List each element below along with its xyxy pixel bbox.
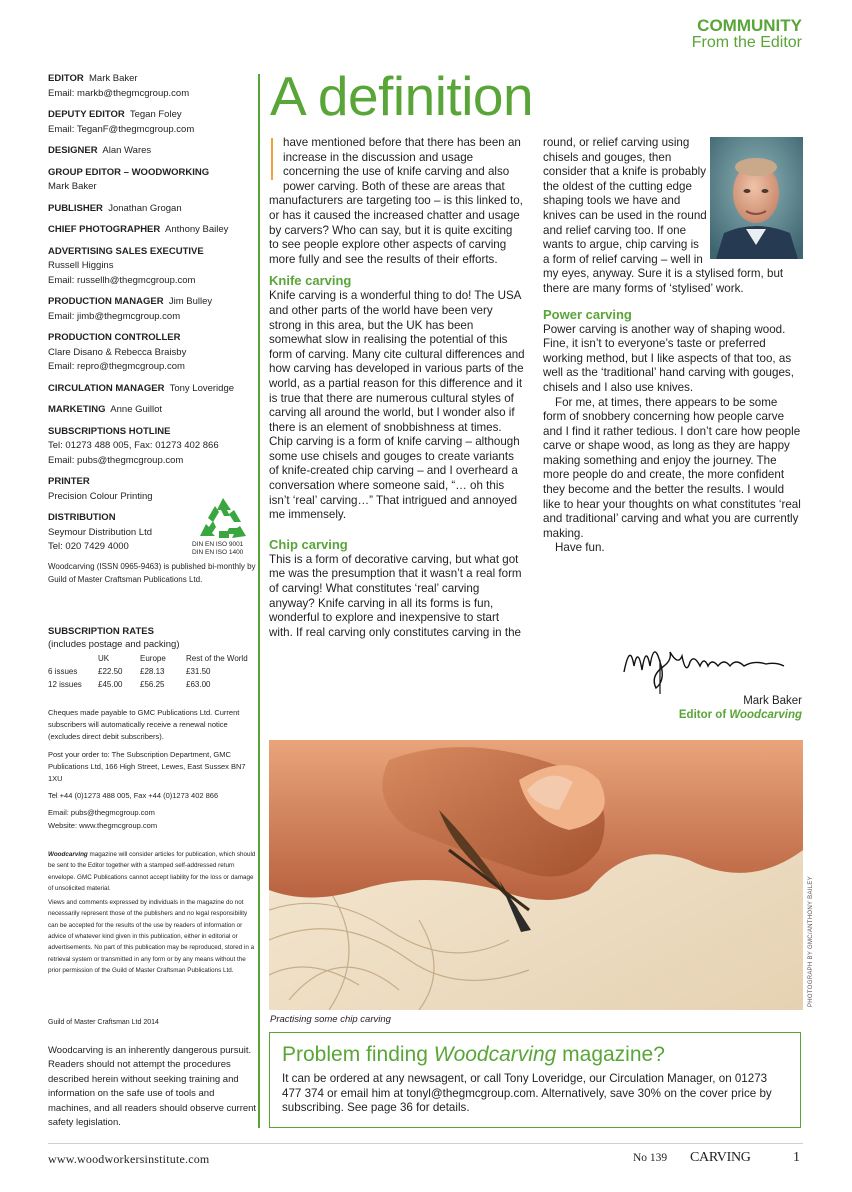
author-name: Mark Baker [743,695,802,707]
deputy-email: Email: TeganF@thegmcgroup.com [48,123,195,135]
knife-heading: Knife carving [269,273,352,289]
safety-warning: Woodcarving is an inherently dangerous pursuit. Readers should not attempt the procedures described herein without seeking training and information on the safe use of tools and machines, and all readers should observe current safety legislation. [48,1045,257,1129]
promo-title-suffix: magazine? [556,1043,665,1066]
rates-header-cell [48,652,98,665]
printer-label: PRINTER [48,476,90,487]
post-address: Post your order to: The Subscription Department, GMC Publications Ltd, 166 High Street, Lewes, East Sussex BN7 1XU [48,749,246,784]
marketing-name: Anne Guillot [110,404,163,415]
hotline-tel: Tel: 01273 488 005, Fax: 01273 402 866 [48,440,219,451]
cheques-note: Cheques made payable to GMC Publications Ltd. Current subscribers will automatically receive a renewal notice (excludes direct debit subscribers). [48,708,240,742]
hotline-email: Email: pubs@thegmcgroup.com [48,454,184,466]
chip-heading: Chip carving [269,536,348,552]
table-row [48,665,248,678]
editor-portrait [710,137,803,259]
power-text: Power carving is another way of shaping wood. Fine, it isn’t to everyone’s taste or preferred working method, but I like aspects of that too, as well as the ‘traditional’ hand carving with gouges, chisels and I also use knives. [543,322,794,394]
ads-label: ADVERTISING SALES EXECUTIVE [48,245,204,257]
ads-name: Russell Higgins [48,260,114,271]
rates-header-cell: UK [98,654,110,663]
editor-name: Mark Baker [89,73,138,84]
group-name: Mark Baker [48,181,97,192]
dist-label: DISTRIBUTION [48,512,116,523]
rate-cell: £31.50 [186,667,211,676]
rates-table [48,652,248,691]
rate-cell: £22.50 [98,667,123,676]
magazine-logo: CARVING [690,1150,751,1165]
issue-number: No 139 [633,1152,668,1164]
marketing-label: MARKETING [48,404,106,415]
power-heading: Power carving [543,306,632,322]
views-note: Views and comments expressed by individuals in the magazine do not necessarily represent those of the publishers and no legal responsibility can be accepted for the results of the use by readers of information or advice of whatever kind given in this publication, either in editorial or advertisements. No part of this publication may be reproduced, stored in a retrieval system or transmitted in any form or by any means without the prior permission of the Guild of Master Craftsman Publications Ltd. [48,899,255,974]
iso-1400: DIN EN ISO 1400 [192,548,244,556]
post-tel: Tel +44 (0)1273 488 005, Fax +44 (0)1273 402 866 [48,791,219,801]
article-column-1 [269,136,525,640]
publisher-label: PUBLISHER [48,202,103,214]
dist-name: Seymour Distribution Ltd [48,526,153,538]
author-role-prefix: Editor of [678,709,730,721]
knife-text: Knife carving is a wonderful thing to do! The USA and other parts of the world have been very strong in this area, but the UK has been somewhat slow in realising the potential of this form of carving. Many cite cultural differences and how carving has developed in various parts of the world, as a partial reason for this difference and it is true that there are numerous cultural styles of carving all around the world, but I wonder also if there is an element of snobbishness at times. Chip carving is a form of knife carving – although some use chisels and gouges to create variants of knife-created chip carving – and I overheard a conversation where someone said, “… oh this isn’t ‘real’ carving…” That intrigued and annoyed me immensely. [269,289,525,522]
designer-name: Alan Wares [102,145,152,156]
rate-cell: 6 issues [48,667,78,676]
section-label: COMMUNITY [697,16,802,35]
prodman-name: Jim Bulley [168,296,213,307]
rate-cell: £56.25 [140,680,165,689]
page-number: 1 [793,1150,800,1165]
recycle-icon [196,496,250,540]
circ-label: CIRCULATION MANAGER [48,382,165,394]
promo-text: It can be ordered at any newsagent, or call Tony Loveridge, our Circulation Manager, on 01273 477 374 or email him at tonyl@thegmcgroup.com. Alternatively, save 30% on the cover price by subscribing. See page 36 for details. [282,1072,772,1115]
copyright: Guild of Master Craftsman Ltd 2014 [48,1019,159,1026]
chip-carving-photo [269,740,803,1010]
signature [620,636,790,694]
chip-text: This is a form of decorative carving, but what got me was the presumption that it wasn’t a real form of carving! What constitutes ‘real’ carving anyway? Knife carving in all its forms is fun, wonderful to explore and inexpensive to start with. If real carving only constitutes carving in the [269,552,522,639]
hotline-label: SUBSCRIPTIONS HOTLINE [48,425,171,437]
rate-cell: £28.13 [140,667,165,676]
masthead [48,72,258,562]
dropcap-bar [271,138,273,180]
photo-caption: Practising some chip carving [270,1014,391,1025]
divider-rule [258,74,260,1128]
rate-cell: £63.00 [186,680,211,689]
circ-name: Tony Loveridge [169,382,235,394]
printer-name: Precision Colour Printing [48,490,153,502]
subsection-label: From the Editor [691,34,802,51]
mag-name-inline: Woodcarving [48,851,88,858]
dropcap [269,136,279,180]
group-label: GROUP EDITOR – WOODWORKING [48,166,210,178]
footer-website[interactable]: www.woodworkersinstitute.com [48,1152,210,1166]
small-print [48,849,258,979]
publisher-name: Jonathan Grogan [108,202,182,214]
editor-label: EDITOR [48,73,84,84]
legal-website: Website: www.thegmcgroup.com [48,820,158,830]
articles-note: magazine will consider articles for publication, which should be sent to the Editor together with a stamped self-addressed return envelope. GMC Publications cannot accept liability for the loss or damage of unsolicited material. [48,851,256,892]
publication-info: Woodcarving (ISSN 0965-9463) is published bi-monthly by Guild of Master Craftsman Publications Ltd. [48,562,256,584]
promo-title [282,1043,665,1067]
photographer-name: Anthony Bailey [165,224,229,235]
prodman-label: PRODUCTION MANAGER [48,296,164,307]
legal-info [48,707,258,837]
dist-tel: Tel: 020 7429 4000 [48,541,129,552]
rates-header-cell: Europe [140,654,166,663]
table-row [48,678,248,691]
author-role-mag: Woodcarving [729,709,802,721]
deputy-name: Tegan Foley [129,109,182,120]
legal-email: Email: pubs@thegmcgroup.com [48,808,155,818]
photographer-label: CHIEF PHOTOGRAPHER [48,224,161,235]
rates-header-cell: Rest of the World [186,654,248,663]
promo-box [269,1032,801,1128]
rate-cell: 12 issues [48,680,82,689]
prodman-email: Email: jimb@thegmcgroup.com [48,310,181,322]
prodctrl-name: Clare Disano & Rebecca Braisby [48,346,187,358]
page-title: A definition [270,65,534,127]
photo-credit: PHOTOGRAPH BY GMC/ANTHONY BAILEY [808,876,814,1007]
rates-header-row [48,652,248,665]
subs-subtitle: (includes postage and packing) [48,639,180,650]
promo-title-prefix: Problem finding [282,1043,434,1066]
rate-cell: £45.00 [98,680,123,689]
author-role [679,709,802,721]
signoff: Have fun. [555,541,605,555]
prodctrl-email: Email: repro@thegmcgroup.com [48,361,185,372]
subs-title: SUBSCRIPTION RATES [48,626,154,637]
subscription-rates [48,625,258,691]
footer-rule [48,1143,803,1144]
deputy-label: DEPUTY EDITOR [48,109,125,120]
iso-certification [192,541,243,556]
prodctrl-label: PRODUCTION CONTROLLER [48,332,181,343]
iso-9001: DIN EN ISO 9001 [192,541,244,548]
promo-title-mag: Woodcarving [433,1043,557,1066]
editor-email: Email: markb@thegmcgroup.com [48,87,190,99]
power-text-2: For me, at times, there appears to be some form of snobbery concerning how people carve and I find it rather tedious. I don’t care how people carve or shape wood, as long as they are happy making something and enjoy the journey. The more people do and create, the more confident they become and the better the results. I would like to hear your thoughts on what constitutes ‘real and traditional’ carving and what you are currently making. [543,395,801,540]
ads-email: Email: russellh@thegmcgroup.com [48,274,196,286]
intro-text: have mentioned before that there has been an increase in the discussion and usage concerning the use of knife carving and also power carving. Both of these are areas that manufacturers are targeting too – is this linked to, or has it caused the increased chatter and usage by carvers? Who can say, but it is quite exciting to see people explore other aspects of carving more fully and see the results of their efforts. [269,136,523,266]
col2-text: round, or relief carving using chisels and gouges, then consider that a knife is probably the oldest of the cutting edge shaping tools we have and knives can be used in the round and relief carving too. If one wants to argue, chip carving is a form of relief carving – well in my eyes, anyway. Sure it is a stylised form, but there are many forms of ‘stylised’ work. [543,136,784,295]
designer-label: DESIGNER [48,145,98,156]
